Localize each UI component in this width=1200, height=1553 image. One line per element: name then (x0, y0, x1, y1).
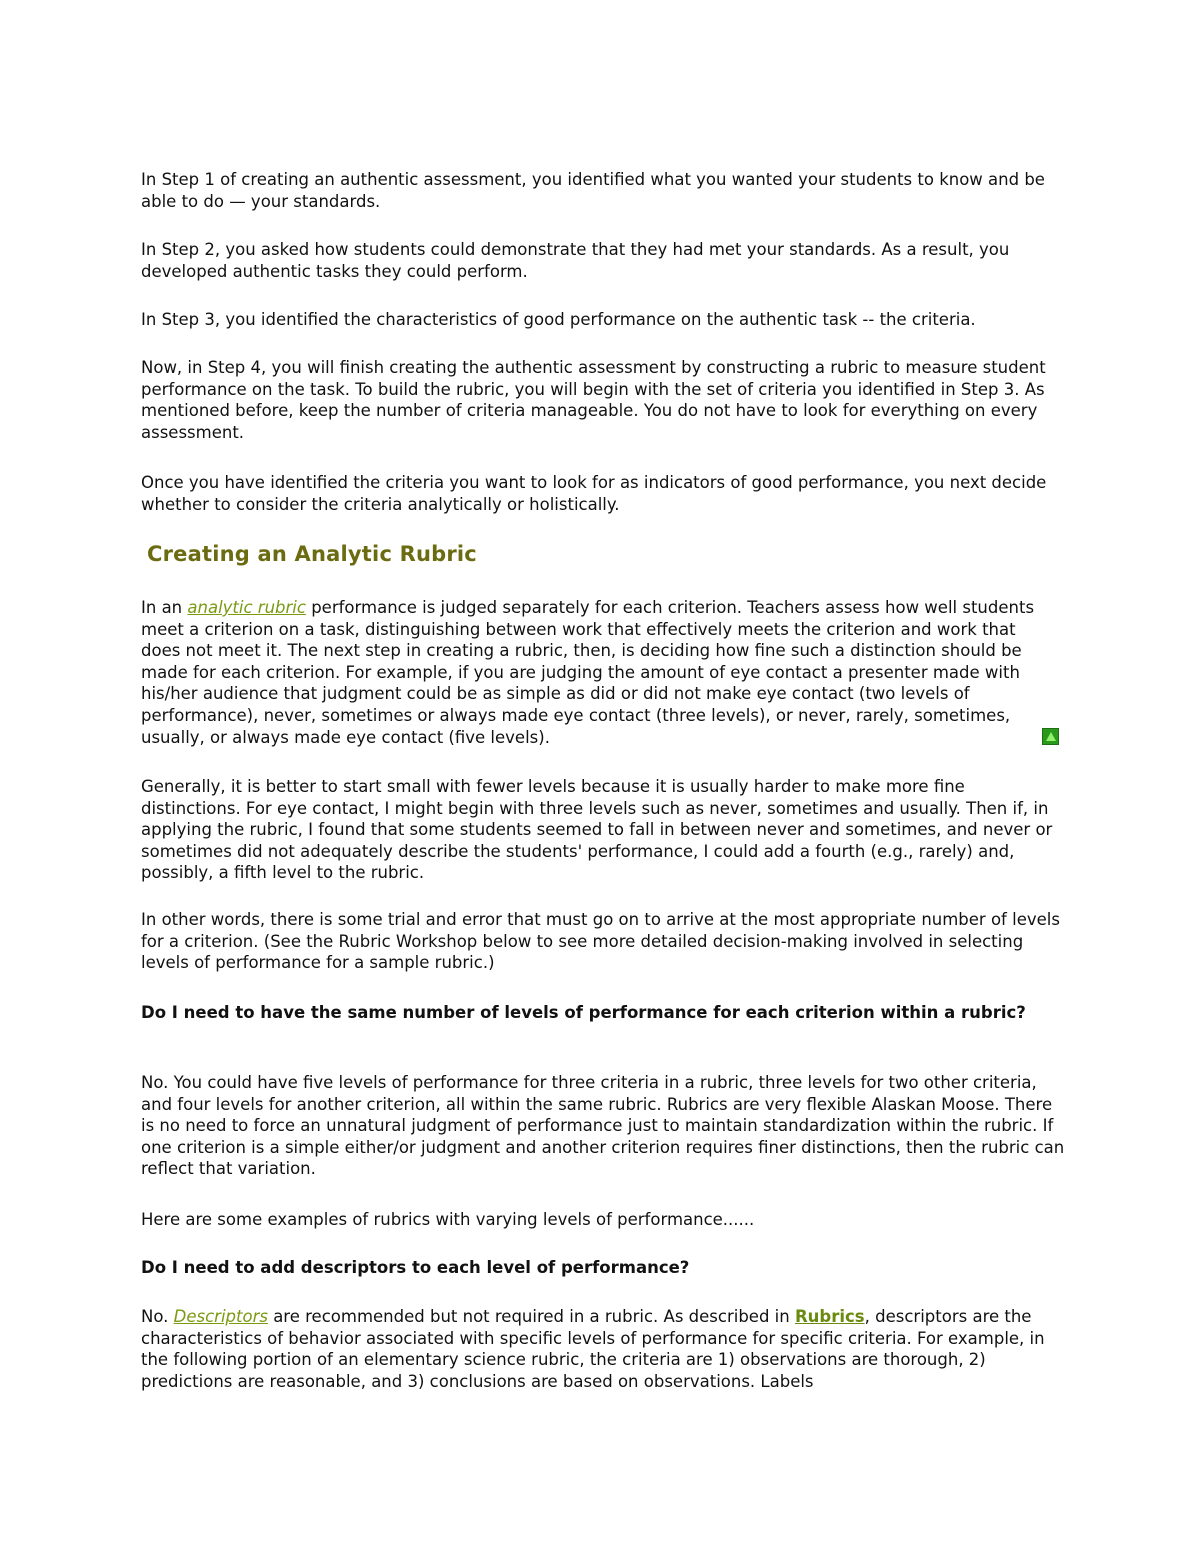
analytic-rubric-link[interactable]: analytic rubric (187, 598, 306, 617)
paragraph-start-small: Generally, it is better to start small with fewer levels because it is usually harder to make more fine distinctions. For eye contact, I might begin with three levels such as never, sometimes and usually. Then if, in applying the rubric, I found that some students seemed to fall in between never and sometimes, and never or sometimes did not adequately describe the students' performance, I could add a fourth (e.g., rarely) and, possibly, a fifth level to the rubric. (141, 777, 1053, 883)
descriptors-link[interactable]: Descriptors (173, 1307, 268, 1326)
section-heading: Creating an Analytic Rubric (147, 542, 477, 566)
analytic-intro-rest: performance is judged separately for each criterion. Teachers assess how well students meet a criterion on a task, distinguishing between work that effectively meets the criterion and work that does not meet it. The next step in creating a rubric, then, is deciding how fine such a distinction should be made for each criterion. For example, if you are judging the amount of eye contact a presenter made with his/her audience that judgment could be as simple as did or did not make eye contact (two levels of performance), never, sometimes or always made eye contact (three levels), or never, rarely, sometimes, usually, or always made eye contact (five levels). (141, 598, 1035, 747)
faq-question-descriptors: Do I need to add descriptors to each level of performance? (141, 1258, 690, 1277)
paragraph-step2: In Step 2, you asked how students could demonstrate that they had met your standards. As a result, you developed authentic tasks they could perform. (141, 240, 1010, 281)
paragraph-step4: Now, in Step 4, you will finish creating the authentic assessment by constructing a rubric to measure student performance on the task. To build the rubric, you will begin with the set of criteria you identified in Step 3. As mentioned before, keep the number of criteria manageable. You do not have to look for everything on every assessment. (141, 358, 1046, 442)
paragraph-step3: In Step 3, you identified the characteristics of good performance on the authentic task -- the criteria. (141, 310, 976, 329)
paragraph-trial-error: In other words, there is some trial and error that must go on to arrive at the most appropriate number of levels for a criterion. (See the Rubric Workshop below to see more detailed decision-making involved in selecting levels of performance for a sample rubric.) (141, 910, 1060, 973)
analytic-intro-prefix: In an (141, 598, 188, 617)
faq-answer-levels: No. You could have five levels of performance for three criteria in a rubric, three levels for two other criteria, and four levels for another criterion, all within the same rubric. Rubrics are very flexible Alaskan Moose. There is no need to force an unnatural judgment of performance just to maintain standardization within the rubric. If one criterion is a simple either/or judgment and another criterion requires finer distinctions, then the rubric can reflect that variation. (141, 1073, 1065, 1179)
up-arrow-icon[interactable] (1042, 728, 1059, 745)
descriptors-answer-rest: , descriptors are the characteristics of behavior associated with specific levels of performance for specific criteria. For example, in the following portion of an elementary science rubric, the criteria are 1) observations are thorough, 2) predictions are reasonable, and 3) conclusions are based on observations. Labels (141, 1307, 1045, 1391)
rubrics-link[interactable]: Rubrics (794, 1307, 865, 1326)
descriptors-answer-prefix: No. (141, 1307, 174, 1326)
faq-answer-descriptors (141, 1306, 1066, 1392)
paragraph-analytic-intro (141, 597, 1039, 748)
descriptors-answer-mid: are recommended but not required in a rubric. As described in (267, 1307, 795, 1326)
paragraph-examples: Here are some examples of rubrics with varying levels of performance...... (141, 1210, 755, 1229)
faq-question-levels: Do I need to have the same number of levels of performance for each criterion within a rubric? (141, 1003, 1026, 1022)
paragraph-criteria-decision: Once you have identified the criteria you want to look for as indicators of good performance, you next decide whether to consider the criteria analytically or holistically. (141, 473, 1047, 514)
paragraph-step1: In Step 1 of creating an authentic assessment, you identified what you wanted your students to know and be able to do — your standards. (141, 170, 1045, 211)
